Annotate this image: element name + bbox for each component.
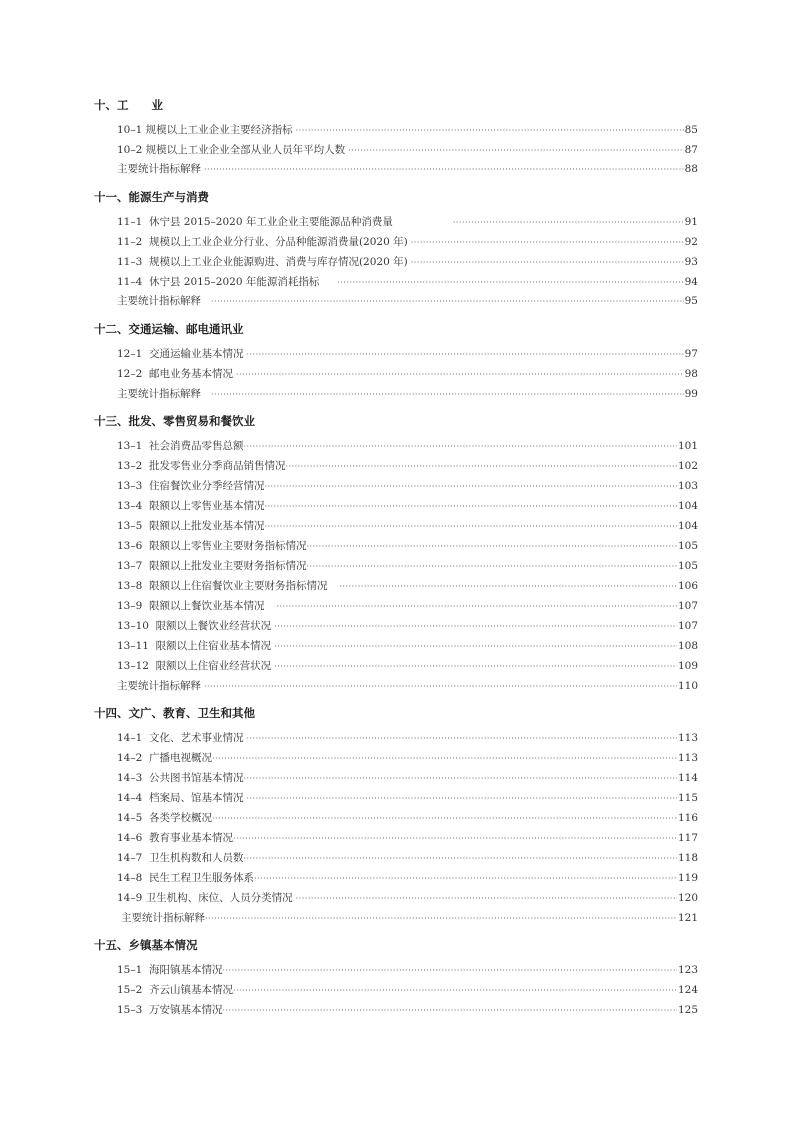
leader-dots — [222, 1003, 676, 1019]
toc-entry[interactable] — [117, 658, 698, 674]
page-number: 117 — [677, 832, 698, 844]
entry-label: 13–2 批发零售业分季商品销售情况 — [117, 460, 286, 472]
page-number: 120 — [677, 892, 698, 904]
page-number: 85 — [684, 124, 698, 136]
entry-label: 14–9 卫生机构、床位、人员分类情况 — [117, 892, 293, 904]
leader-dots — [296, 891, 677, 907]
entry-label: 主要统计指标解释 — [117, 295, 201, 307]
page-number: 93 — [684, 256, 698, 268]
toc-entry[interactable] — [117, 790, 698, 806]
toc-entry[interactable] — [117, 478, 698, 494]
page-number: 92 — [684, 236, 698, 248]
toc-entry[interactable] — [117, 214, 698, 230]
leader-dots — [233, 831, 677, 847]
entry-label: 15–1 海阳镇基本情况 — [117, 964, 223, 976]
toc-entry[interactable] — [117, 558, 698, 574]
leader-dots — [274, 659, 677, 675]
section-title: 十三、批发、零售贸易和餐饮业 — [94, 414, 255, 428]
page-number: 95 — [684, 295, 698, 307]
page-number: 107 — [677, 620, 698, 632]
leader-dots — [274, 639, 677, 655]
leader-dots — [296, 123, 684, 139]
entry-label: 14–6 教育事业基本情况 — [117, 832, 233, 844]
toc-entry[interactable] — [117, 293, 698, 309]
entry-label: 主要统计指标解释 — [117, 163, 201, 175]
leader-dots — [339, 579, 676, 595]
page-number: 98 — [684, 368, 698, 380]
toc-entry[interactable] — [117, 850, 698, 866]
toc-entry[interactable] — [117, 346, 698, 362]
page-number: 105 — [677, 560, 698, 572]
entry-label: 14–4 档案局、馆基本情况 — [117, 792, 244, 804]
leader-dots — [246, 791, 676, 807]
toc-entry[interactable] — [117, 254, 698, 270]
entry-label: 14–5 各类学校概况 — [117, 812, 212, 824]
leader-dots — [233, 983, 677, 999]
leader-dots — [243, 771, 676, 787]
leader-dots — [246, 347, 683, 363]
toc-entry[interactable] — [117, 578, 698, 594]
entry-label: 14–7 卫生机构数和人员数 — [117, 852, 244, 864]
entry-label: 13–6 限额以上零售业主要财务指标情况 — [117, 540, 307, 552]
leader-dots — [254, 871, 677, 887]
entry-label: 12–1 交通运输业基本情况 — [117, 348, 244, 360]
page-number: 115 — [677, 792, 698, 804]
page-number: 87 — [684, 144, 698, 156]
toc-entry[interactable] — [117, 234, 698, 250]
toc-entry[interactable] — [117, 366, 698, 382]
page-number: 97 — [684, 348, 698, 360]
leader-dots — [236, 367, 684, 383]
entry-label: 13–7 限额以上批发业主要财务指标情况 — [117, 560, 307, 572]
page-number: 105 — [677, 540, 698, 552]
leader-dots — [306, 539, 676, 555]
page-number: 116 — [677, 812, 698, 824]
leader-dots — [306, 559, 676, 575]
entry-label: 13–5 限额以上批发业基本情况 — [117, 520, 265, 532]
leader-dots — [274, 619, 677, 635]
toc-entry[interactable] — [117, 538, 698, 554]
entry-label: 11–1 休宁县 2015–2020 年工业企业主要能源品种消费量 — [117, 216, 393, 228]
leader-dots — [246, 731, 676, 747]
page-number: 119 — [677, 872, 698, 884]
leader-dots — [453, 215, 684, 231]
entry-label: 13–10 限额以上餐饮业经营状况 — [117, 620, 272, 632]
entry-label: 12–2 邮电业务基本情况 — [117, 368, 233, 380]
leader-dots — [204, 679, 677, 695]
page-number: 104 — [677, 500, 698, 512]
page-number: 124 — [677, 984, 698, 996]
toc-entry[interactable] — [117, 161, 698, 177]
entry-label: 13–4 限额以上零售业基本情况 — [117, 500, 265, 512]
toc-entry[interactable] — [117, 730, 698, 746]
page-number: 101 — [677, 440, 698, 452]
page-number: 110 — [677, 680, 698, 692]
page-number: 104 — [677, 520, 698, 532]
toc-entry[interactable] — [117, 830, 698, 846]
page-number: 113 — [677, 732, 698, 744]
section-title: 十二、交通运输、邮电通讯业 — [94, 322, 244, 336]
entry-label: 14–3 公共图书馆基本情况 — [117, 772, 244, 784]
leader-dots — [212, 811, 677, 827]
page-number: 94 — [684, 276, 698, 288]
leader-dots — [211, 294, 684, 310]
entry-label: 13–1 社会消费品零售总额 — [117, 440, 244, 452]
leader-dots — [337, 275, 683, 291]
leader-dots — [285, 459, 676, 475]
entry-label: 14–1 文化、艺术事业情况 — [117, 732, 244, 744]
page-number: 123 — [677, 964, 698, 976]
toc-entry[interactable] — [117, 870, 698, 886]
leader-dots — [243, 851, 676, 867]
page-number: 109 — [677, 660, 698, 672]
entry-label: 11–4 休宁县 2015–2020 年能源消耗指标 — [117, 276, 320, 288]
toc-entry[interactable] — [117, 498, 698, 514]
page-number: 106 — [677, 580, 698, 592]
leader-dots — [204, 162, 684, 178]
page-number: 114 — [677, 772, 698, 784]
page-number: 107 — [677, 600, 698, 612]
toc-entry[interactable] — [117, 962, 698, 978]
entry-label: 14–2 广播电视概况 — [117, 752, 212, 764]
page-number: 121 — [677, 912, 698, 924]
leader-dots — [264, 519, 676, 535]
page-number: 125 — [677, 1004, 698, 1016]
toc-entry[interactable] — [117, 598, 698, 614]
leader-dots — [411, 235, 684, 251]
toc-entry[interactable] — [117, 458, 698, 474]
entry-label: 13–11 限额以上住宿业基本情况 — [117, 640, 272, 652]
entry-label: 11–3 规模以上工业企业能源购进、消费与库存情况(2020 年) — [117, 256, 408, 268]
entry-label: 10–1 规模以上工业企业主要经济指标 — [117, 124, 293, 136]
entry-label: 13–3 住宿餐饮业分季经营情况 — [117, 480, 265, 492]
toc-entry[interactable] — [117, 638, 698, 654]
page-number: 118 — [677, 852, 698, 864]
toc-entry[interactable] — [117, 1002, 698, 1018]
leader-dots — [264, 479, 676, 495]
entry-label: 主要统计指标解释 — [117, 388, 201, 400]
toc-entry[interactable] — [117, 810, 698, 826]
toc-entry[interactable] — [117, 438, 698, 454]
toc-entry[interactable] — [117, 122, 698, 138]
section-title: 十一、能源生产与消费 — [94, 190, 209, 204]
toc-entry[interactable] — [117, 770, 698, 786]
page-number: 108 — [677, 640, 698, 652]
page-number: 103 — [677, 480, 698, 492]
leader-dots — [222, 963, 676, 979]
leader-dots — [212, 751, 677, 767]
toc-entry[interactable] — [117, 618, 698, 634]
toc-entry[interactable] — [117, 386, 698, 402]
leader-dots — [348, 143, 683, 159]
entry-label: 10–2 规模以上工业企业全部从业人员年平均人数 — [117, 144, 346, 156]
toc-entry[interactable] — [117, 750, 698, 766]
page-number: 99 — [684, 388, 698, 400]
toc-entry[interactable] — [117, 142, 698, 158]
entry-label: 15–3 万安镇基本情况 — [117, 1004, 223, 1016]
toc-entry[interactable] — [117, 274, 698, 290]
page-number: 102 — [677, 460, 698, 472]
section-title: 十、工 业 — [94, 98, 163, 112]
page-number: 91 — [684, 216, 698, 228]
leader-dots — [276, 599, 676, 615]
entry-label: 13–12 限额以上住宿业经营状况 — [117, 660, 272, 672]
leader-dots — [205, 911, 677, 927]
leader-dots — [411, 255, 684, 271]
entry-label: 11–2 规模以上工业企业分行业、分品种能源消费量(2020 年) — [117, 236, 408, 248]
leader-dots — [243, 439, 676, 455]
page-number: 113 — [677, 752, 698, 764]
entry-label: 主要统计指标解释 — [117, 680, 201, 692]
entry-label: 15–2 齐云山镇基本情况 — [117, 984, 233, 996]
toc-entry[interactable] — [117, 890, 698, 906]
entry-label: 主要统计指标解释 — [121, 912, 205, 924]
toc-entry[interactable] — [117, 678, 698, 694]
entry-label: 13–9 限额以上餐饮业基本情况 — [117, 600, 265, 612]
leader-dots — [264, 499, 676, 515]
entry-label: 14–8 民生工程卫生服务体系 — [117, 872, 254, 884]
toc-entry[interactable] — [117, 518, 698, 534]
section-title: 十五、乡镇基本情况 — [94, 938, 198, 952]
toc-entry[interactable] — [117, 982, 698, 998]
page-number: 88 — [684, 163, 698, 175]
leader-dots — [211, 387, 684, 403]
entry-label: 13–8 限额以上住宿餐饮业主要财务指标情况 — [117, 580, 328, 592]
toc-entry[interactable] — [121, 910, 698, 926]
section-title: 十四、文广、教育、卫生和其他 — [94, 706, 255, 720]
